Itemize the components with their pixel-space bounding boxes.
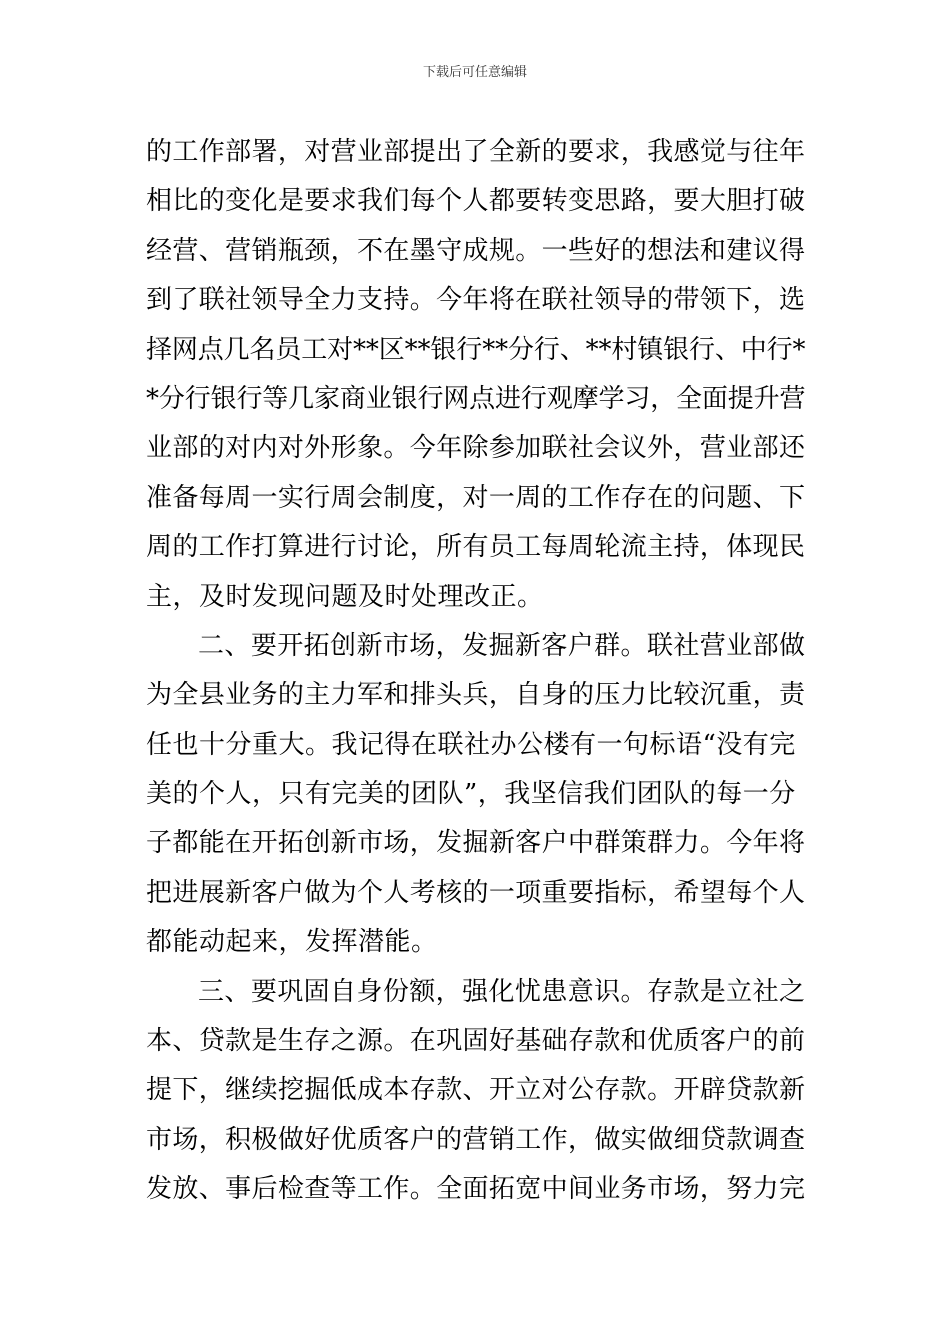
text-line: 都能动起来，发挥潜能。	[146, 927, 438, 958]
text-line: 相比的变化是要求我们每个人都要转变思路，要大胆打破	[146, 186, 806, 217]
text-line: 准备每周一实行周会制度，对一周的工作存在的问题、下	[146, 482, 806, 513]
text-line: 业部的对内对外形象。今年除参加联社会议外，营业部还	[146, 433, 806, 464]
text-line: 主，及时发现问题及时处理改正。	[146, 581, 544, 612]
text-line: 子都能在开拓创新市场，发掘新客户中群策群力。今年将	[146, 828, 806, 859]
text-line: 任也十分重大。我记得在联社办公楼有一句标语“没有完	[146, 729, 796, 760]
text-line: 三、要巩固自身份额，强化忧患意识。存款是立社之	[198, 976, 806, 1007]
text-line: 经营、营销瓶颈，不在墨守成规。一些好的想法和建议得	[146, 235, 806, 266]
text-line: 美的个人，只有完美的团队”，我坚信我们团队的每一分	[146, 779, 796, 810]
document-body	[146, 128, 806, 1215]
text-line: 二、要开拓创新市场，发掘新客户群。联社营业部做	[198, 630, 806, 661]
text-line: 把进展新客户做为个人考核的一项重要指标，希望每个人	[146, 877, 806, 908]
text-line: 择网点几名员工对**区**银行**分行、**村镇银行、中行*	[146, 334, 806, 365]
text-line: 到了联社领导全力支持。今年将在联社领导的带领下，选	[146, 285, 806, 316]
text-line: 本、贷款是生存之源。在巩固好基础存款和优质客户的前	[146, 1026, 806, 1057]
page-header: 下载后可任意编辑	[422, 65, 527, 80]
text-line: 发放、事后检查等工作。全面拓宽中间业务市场，努力完	[146, 1174, 806, 1205]
text-line: 为全县业务的主力军和排头兵，自身的压力比较沉重，责	[146, 680, 806, 711]
text-line: 提下，继续挖掘低成本存款、开立对公存款。开辟贷款新	[146, 1075, 806, 1106]
text-line: *分行银行等几家商业银行网点进行观摩学习，全面提升营	[146, 383, 806, 414]
text-line: 的工作部署，对营业部提出了全新的要求，我感觉与往年	[146, 137, 806, 167]
text-line: 周的工作打算进行讨论，所有员工每周轮流主持，体现民	[146, 532, 806, 563]
text-line: 市场，积极做好优质客户的营销工作，做实做细贷款调查	[146, 1124, 806, 1155]
